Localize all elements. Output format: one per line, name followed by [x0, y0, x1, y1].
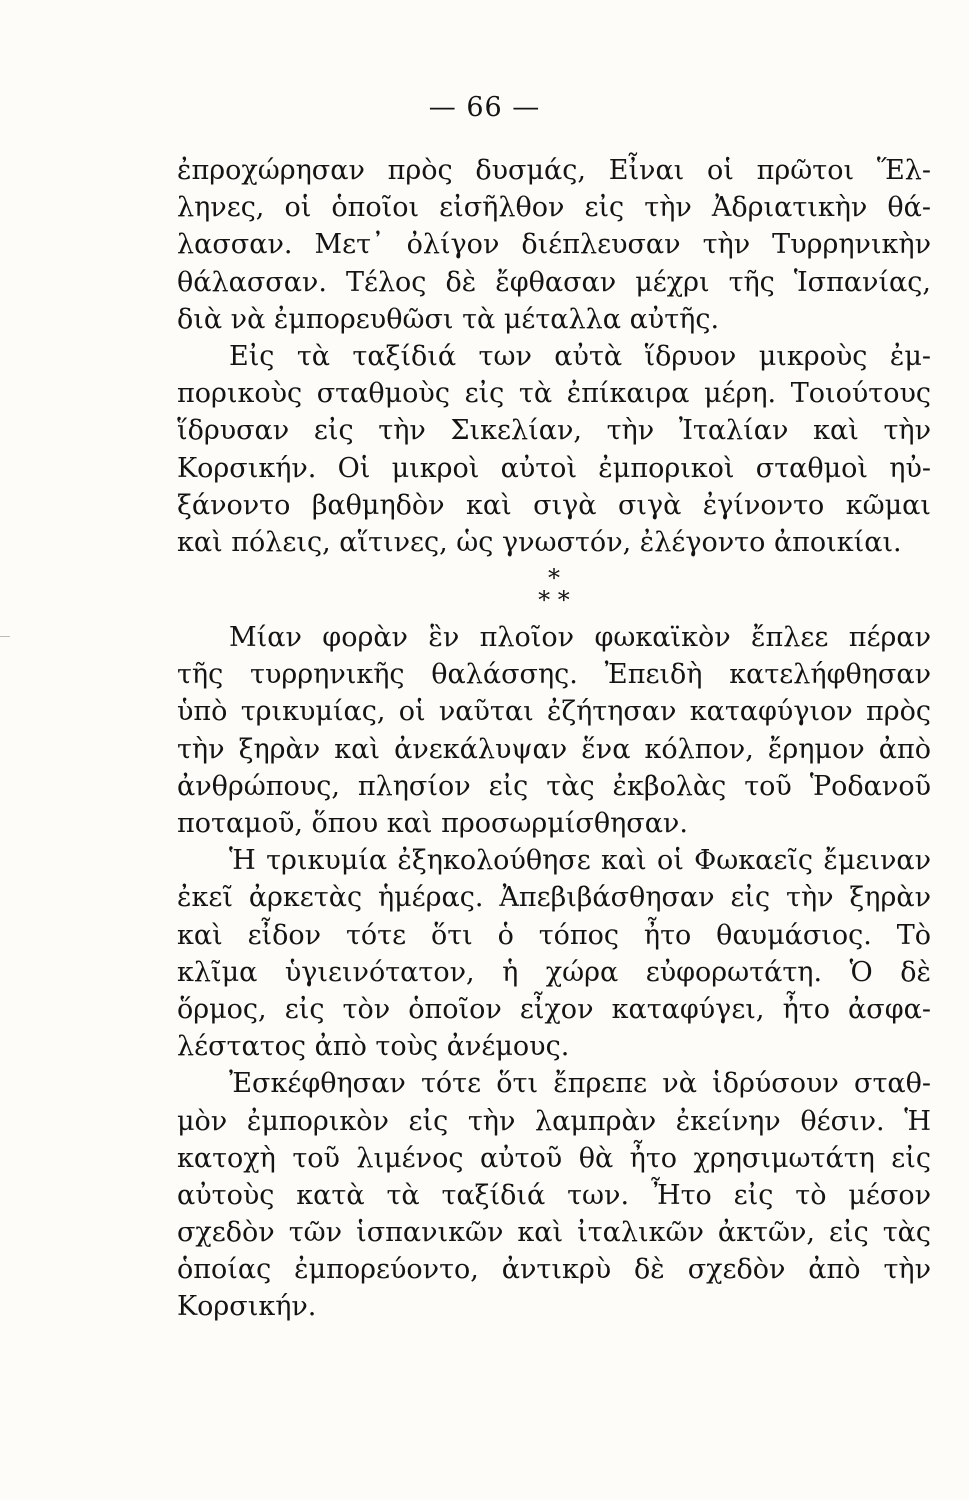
text-line: ἀνθρώπους, πλησίον εἰς τὰς ἐκβολὰς τοῦ Ῥοδανοῦ: [177, 770, 931, 802]
paragraphs-bottom: [177, 619, 931, 1326]
paragraph: [177, 338, 931, 561]
paragraph: [177, 619, 931, 842]
asterism-bottom: * *: [538, 586, 570, 615]
text-line: ἐκεῖ ἀρκετὰς ἡμέρας. Ἀπεβιβάσθησαν εἰς τὴν ξηρὰν: [177, 882, 931, 914]
text-line: αὐτοὺς κατὰ τὰ ταξίδιά των. Ἦτο εἰς τὸ μέσον: [177, 1179, 931, 1211]
text-line: ληνες, οἱ ὁποῖοι εἰσῆλθον εἰς τὴν Ἀδριατικὴν θά-: [177, 192, 931, 224]
paragraph: [177, 152, 931, 338]
text-line: ξάνοντο βαθμηδὸν καὶ σιγὰ σιγὰ ἐγίνοντο κῶμαι: [177, 489, 931, 521]
text-line: Ἡ τρικυμία ἐξηκολούθησε καὶ οἱ Φωκαεῖς ἔμειναν: [229, 845, 931, 877]
page-number: — 66 —: [428, 92, 541, 123]
text-line: Ἐσκέφθησαν τότε ὅτι ἔπρεπε νὰ ἱδρύσουν σταθ-: [229, 1068, 931, 1100]
text-line: λέστατος ἀπὸ τοὺς ἀνέμους.: [177, 1031, 570, 1063]
paragraphs-top: [177, 152, 931, 561]
text-line: κατοχὴ τοῦ λιμένος αὐτοῦ θὰ ἦτο χρησιμωτάτη εἰς: [177, 1142, 931, 1174]
text-line: καὶ πόλεις, αἵτινες, ὡς γνωστόν, ἐλέγοντο ἀποικίαι.: [177, 526, 902, 558]
text-line: ὁποίας ἐμπορεύοντο, ἀντικρὺ δὲ σχεδὸν ἀπὸ τὴν: [177, 1254, 931, 1286]
text-line: πορικοὺς σταθμοὺς εἰς τὰ ἐπίκαιρα μέρη. Τοιούτους: [177, 378, 931, 410]
asterism-top: *: [548, 564, 560, 593]
text-line: καὶ εἶδον τότε ὅτι ὁ τόπος ἦτο θαυμάσιος. Τὸ: [177, 919, 931, 951]
text-line: σχεδὸν τῶν ἱσπανικῶν καὶ ἰταλικῶν ἀκτῶν, εἰς τὰς: [177, 1217, 931, 1249]
text-line: λασσαν. Μετ᾽ ὀλίγον διέπλευσαν τὴν Τυρρηνικὴν: [177, 229, 931, 261]
body-text: [177, 152, 931, 1326]
text-line: Κορσικήν. Οἱ μικροὶ αὐτοὶ ἐμπορικοὶ σταθμοὶ ηὐ-: [177, 452, 931, 484]
text-line: ἐπροχώρησαν πρὸς δυσμάς, Εἶναι οἱ πρῶτοι Ἕλ-: [177, 155, 931, 186]
text-line: τὴν ξηρὰν καὶ ἀνεκάλυψαν ἕνα κόλπον, ἔρημον ἀπὸ: [177, 733, 931, 765]
text-line: Εἰς τὰ ταξίδιά των αὐτὰ ἵδρυον μικροὺς ἐμ-: [229, 340, 931, 372]
paragraph: [177, 1065, 931, 1325]
text-line: θάλασσαν. Τέλος δὲ ἔφθασαν μέχρι τῆς Ἱσπανίας,: [177, 266, 931, 298]
paragraph: [177, 842, 931, 1065]
text-line: ὅρμος, εἰς τὸν ὁποῖον εἶχον καταφύγει, ἦτο ἀσφα-: [177, 993, 931, 1025]
text-line: Μίαν φορὰν ἓν πλοῖον φωκαϊκὸν ἔπλεε πέραν: [229, 622, 931, 654]
text-line: κλῖμα ὑγιεινότατον, ἡ χώρα εὐφορωτάτη. Ὁ δὲ: [177, 956, 931, 988]
text-line: ποταμοῦ, ὅπου καὶ προσωρμίσθησαν.: [177, 808, 688, 839]
asterism-divider: [177, 564, 931, 617]
text-line: Κορσικήν.: [177, 1291, 317, 1323]
text-line: ὑπὸ τρικυμίας, οἱ ναῦται ἐζήτησαν καταφύγιον πρὸς: [177, 696, 931, 728]
text-line: τῆς τυρρηνικῆς θαλάσσης. Ἐπειδὴ κατελήφθησαν: [177, 659, 931, 691]
page-edge-mark: [0, 636, 10, 637]
text-line: ἵδρυσαν εἰς τὴν Σικελίαν, τὴν Ἰταλίαν καὶ τὴν: [177, 415, 931, 447]
text-line: μὸν ἐμπορικὸν εἰς τὴν λαμπρὰν ἐκείνην θέσιν. Ἡ: [177, 1105, 931, 1137]
text-line: διὰ νὰ ἐμπορευθῶσι τὰ μέταλλα αὐτῆς.: [177, 303, 720, 335]
